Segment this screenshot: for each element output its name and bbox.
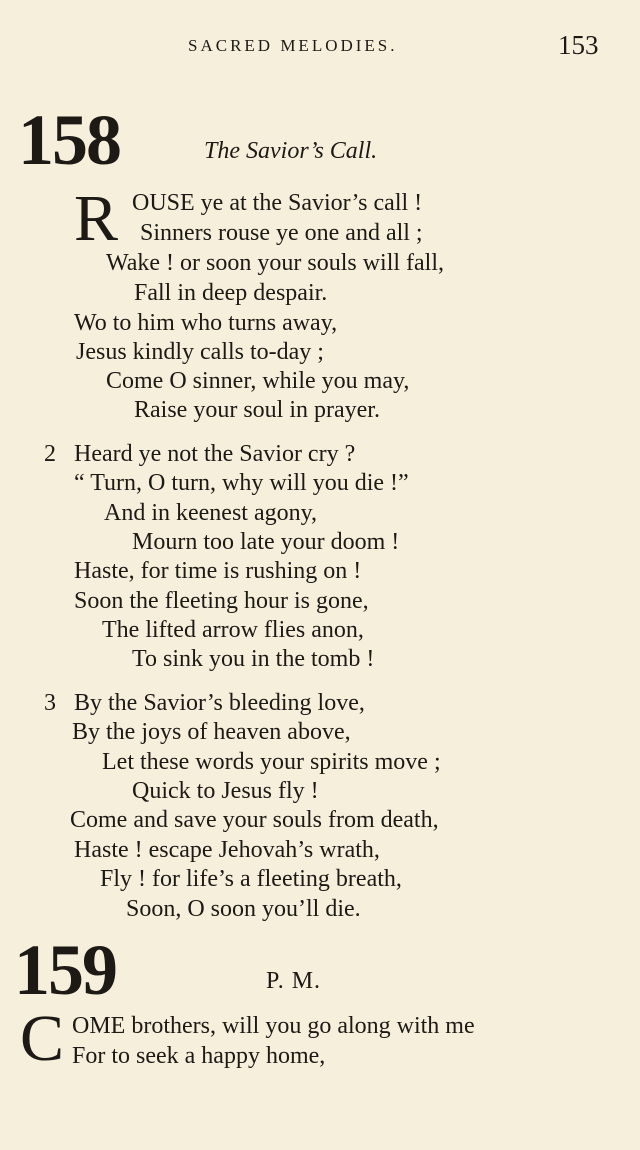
verse-line: OME brothers, will you go along with me [72, 1013, 475, 1039]
verse-line: Fly ! for life’s a fleeting breath, [100, 866, 402, 892]
verse-line: Wake ! or soon your souls will fall, [106, 250, 445, 276]
drop-cap-c: C [20, 1002, 65, 1075]
verse-line: The lifted arrow flies anon, [102, 617, 364, 643]
verse-line: To sink you in the tomb ! [132, 646, 375, 672]
verse-line: Wo to him who turns away, [74, 310, 338, 336]
verse-line: Heard ye not the Savior cry ? [74, 441, 356, 467]
verse-line: Haste, for time is rushing on ! [74, 558, 362, 584]
verse-line: By the joys of heaven above, [72, 719, 351, 745]
verse-number: 3 [44, 690, 56, 716]
verse-line: Haste ! escape Jehovah’s wrath, [74, 837, 380, 863]
verse-line: Fall in deep despair. [134, 280, 328, 306]
hymn-title: The Savior’s Call. [204, 138, 378, 164]
verse-line: Soon the fleeting hour is gone, [74, 588, 369, 614]
hymn-number-159: 159 [14, 930, 116, 1010]
verse-line: Jesus kindly calls to-day ; [76, 339, 324, 365]
verse-line: Soon, O soon you’ll die. [126, 896, 361, 922]
verse-line: And in keenest agony, [104, 500, 318, 526]
verse-line: “ Turn, O turn, why will you die !” [74, 470, 409, 496]
verse-line: For to seek a happy home, [72, 1043, 326, 1069]
running-title: SACRED MELODIES. [188, 36, 398, 55]
verse-line: Come O sinner, while you may, [106, 368, 410, 394]
drop-cap-r: R [74, 182, 119, 255]
verse-line: OUSE ye at the Savior’s call ! [132, 190, 423, 216]
verse-line: Come and save your souls from death, [70, 807, 439, 833]
verse-line: Let these words your spirits move ; [102, 749, 441, 775]
verse-line: By the Savior’s bleeding love, [74, 690, 365, 716]
verse-number: 2 [44, 441, 56, 467]
hymn-number-158: 158 [18, 100, 120, 180]
verse-line: Sinners rouse ye one and all ; [140, 220, 423, 246]
page-number: 153 [558, 30, 599, 60]
hymn-meter: P. M. [266, 968, 322, 994]
verse-line: Raise your soul in prayer. [134, 397, 380, 423]
verse-line: Mourn too late your doom ! [132, 529, 400, 555]
verse-line: Quick to Jesus fly ! [132, 778, 319, 804]
